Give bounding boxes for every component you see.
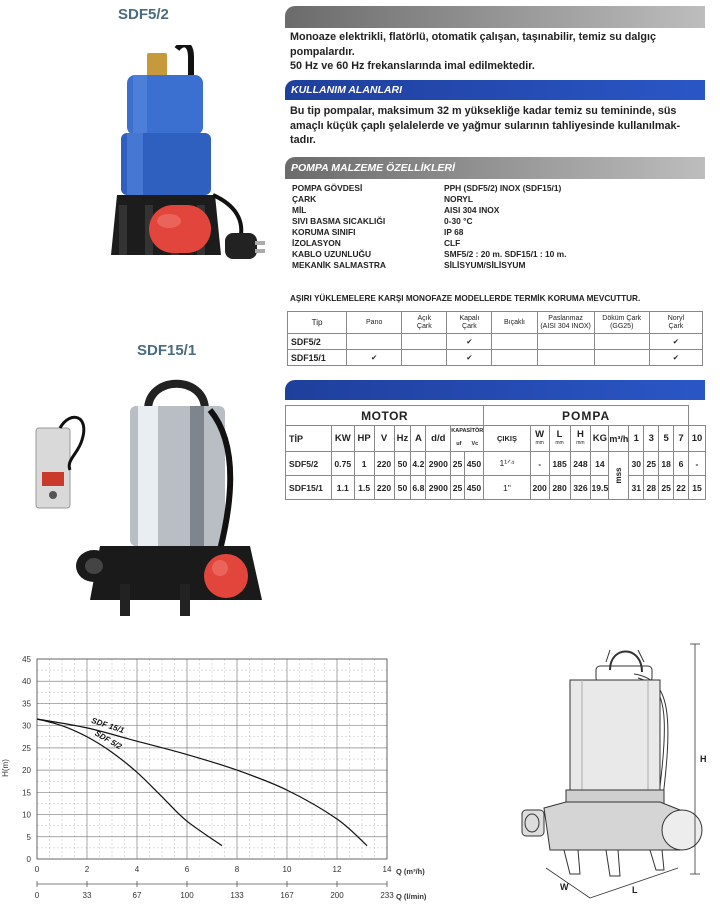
feature-check-1-6: ✔ [649,350,702,366]
perf-cell: 4.2 [411,452,426,476]
perf-header: KW [331,426,354,452]
perf-cell: 25 [659,476,674,500]
protection-note: AŞIRI YÜKLEMELERE KARŞI MONOFAZE MODELLERDE TERMİK KORUMA MEVCUTTUR. [290,294,641,303]
perf-header-h: H mm [570,426,591,452]
spec-row: İZOLASYON CLF [292,238,461,248]
usage-line-2: amaçlı küçük çaplı şelalelerde ve yağmur sularının tahliyesinde kullanılmak- [290,119,681,132]
perf-header: 3 [644,426,659,452]
y-tick-label: 15 [22,788,31,798]
model-title-sdf5-2: SDF5/2 [118,6,169,23]
cap-unit-vc: Vc [471,441,479,447]
perf-header: HP [354,426,374,452]
y-tick-label: 20 [22,766,31,776]
x-tick-label: 14 [382,865,392,874]
perf-header: Hz [394,426,411,452]
perf-header-row [286,426,706,452]
perf-header: KG [591,426,609,452]
chart-series [37,716,367,846]
intro-text [290,30,710,74]
perf-cell: 1¹ᐟ⁴ [484,452,530,476]
x2-tick-label: 33 [82,891,92,900]
perf-cell: 326 [570,476,591,500]
perf-cell: 450 [464,476,484,500]
feature-check-1-2: ✔ [447,350,492,366]
perf-cell: 25 [644,452,659,476]
feature-header: Pano [347,312,402,334]
cap-unit-uf: uf [456,441,462,447]
series-label: SDF 5/2 [93,728,124,752]
perf-cell: 31 [629,476,644,500]
feature-header: Bıçaklı [492,312,537,334]
feature-row [288,350,703,366]
perf-header: A [411,426,426,452]
spec-row: SIVI BASMA SICAKLIĞI 0-30 °C [292,216,473,226]
dim-label-h: H [700,754,707,764]
mss-cell: mss [609,452,629,500]
feature-check-0-4 [537,334,594,350]
feature-check-0-1 [402,334,447,350]
perf-cell: 248 [570,452,591,476]
perf-header: 5 [659,426,674,452]
x2-tick-label: 133 [230,891,244,900]
usage-text [290,104,710,148]
y-tick-label: 5 [26,832,31,842]
perf-cell: 50 [394,476,411,500]
perf-row [286,476,706,500]
perf-cell: 15 [688,476,705,500]
perf-header: 1 [629,426,644,452]
feature-row-tip: SDF15/1 [288,350,347,366]
perf-header: TİP [286,426,332,452]
chart-ylabel: H(m) [1,759,10,777]
feature-check-0-3 [492,334,537,350]
perf-cell: 18 [659,452,674,476]
perf-cell: 25 [451,476,464,500]
perf-cell: 280 [549,476,570,500]
spec-row: MİL AISI 304 INOX [292,205,500,215]
chart-labels [22,655,394,900]
perf-header: m³/h [609,426,629,452]
spec-row: MEKANİK SALMASTRA SİLİSYUM/SİLİSYUM [292,260,526,270]
x-tick-label: 2 [84,865,90,874]
perf-header: V [374,426,394,452]
y-tick-label: 30 [22,721,31,731]
perf-header: 10 [688,426,705,452]
perf-cell: 0.75 [331,452,354,476]
perf-cell: 1 [354,452,374,476]
feature-check-0-6: ✔ [649,334,702,350]
y-tick-label: 45 [22,655,31,664]
feature-check-0-0 [347,334,402,350]
perf-cell: 450 [464,452,484,476]
perf-cell: 1" [484,476,530,500]
x2-tick-label: 200 [330,891,344,900]
feature-check-1-4 [537,350,594,366]
feature-check-1-5 [594,350,649,366]
perf-header-w: W mm [530,426,549,452]
x-tick-label: 6 [184,865,190,874]
spec-row: POMPA GÖVDESİ PPH (SDF5/2) INOX (SDF15/1) [292,183,562,193]
perf-row [286,452,706,476]
perf-cell: - [530,452,549,476]
feature-header: Döküm Çark (GG25) [594,312,649,334]
usage-title: KULLANIM ALANLARI [285,80,705,100]
dim-label-w: W [560,882,569,892]
pump-sdf15-1-image [30,370,280,630]
perf-cell: 2900 [426,476,451,500]
perf-cell: 185 [549,452,570,476]
perf-cell: 200 [530,476,549,500]
feature-header: Açık Çark [402,312,447,334]
materials-list [292,183,692,279]
x2-tick-label: 233 [380,891,394,900]
spec-row: ÇARK NORYL [292,194,474,204]
chart-xlabel: Q (m³/h) [396,867,425,876]
feature-check-1-3 [492,350,537,366]
perf-cell: SDF15/1 [286,476,332,500]
perf-cell: 1.5 [354,476,374,500]
perf-header: 7 [674,426,689,452]
chart-grid [37,659,387,859]
series-label: SDF 15/1 [90,716,126,736]
capacitor-label: KAPASİTÖR [451,428,484,434]
intro-line-1: Monoaze elektrikli, flatörlü, otomatik çalışan, taşınabilir, temiz su dalgıç [290,31,656,43]
x-tick-label: 12 [332,865,342,874]
capacitor-units [451,441,483,448]
model-title-sdf15-1: SDF15/1 [137,342,197,359]
feature-check-0-2: ✔ [447,334,492,350]
y-tick-label: 40 [22,677,31,687]
perf-cell: 50 [394,452,411,476]
feature-header: Kapalı Çark [447,312,492,334]
perf-cell: 28 [644,476,659,500]
y-tick-label: 35 [22,699,31,709]
feature-row [288,334,703,350]
y-tick-label: 25 [22,743,31,753]
dim-label-l: L [632,885,638,895]
perf-cell: 2900 [426,452,451,476]
motor-title: MOTOR [286,406,484,426]
perf-header-l: L mm [549,426,570,452]
intro-line-2: pompalardır. [290,45,355,58]
perf-cell: 22 [674,476,689,500]
perf-cell: - [688,452,705,476]
feature-check-1-0: ✔ [347,350,402,366]
usage-line-1: Bu tip pompalar, maksimum 32 m yüksekliğe kadar temiz su temininde, süs [290,105,677,117]
feature-table-header [288,312,703,334]
perf-cell: 14 [591,452,609,476]
feature-table [287,311,703,366]
performance-chart [0,650,440,915]
perf-cell: 30 [629,452,644,476]
perf-cell: SDF5/2 [286,452,332,476]
intro-line-3: 50 Hz ve 60 Hz frekanslarında imal edilmektedir. [290,60,535,72]
perf-cell: 1.1 [331,476,354,500]
perf-cell: 220 [374,452,394,476]
x2-tick-label: 167 [280,891,294,900]
feature-header: Noryl Çark [649,312,702,334]
perf-cell: 220 [374,476,394,500]
perf-cell: 6 [674,452,689,476]
series-line-sdf15-1 [37,719,367,846]
feature-header: Tip [288,312,347,334]
spec-row: KABLO UZUNLUĞU SMF5/2 : 20 m. SDF15/1 : 10 m. [292,249,567,259]
perf-title-row [286,406,706,426]
y-tick-label: 10 [22,810,31,820]
perf-cell: 6.8 [411,476,426,500]
x2-tick-label: 0 [34,891,40,900]
dimension-diagram [510,640,715,910]
feature-check-1-1 [402,350,447,366]
perf-cell: 25 [451,452,464,476]
x-tick-label: 4 [134,865,140,874]
feature-header: Paslanmaz (AISI 304 INOX) [537,312,594,334]
performance-table [285,405,706,500]
capacitor-header [451,426,484,452]
y-tick-label: 0 [26,855,31,864]
feature-check-0-5 [594,334,649,350]
x-tick-label: 10 [282,865,292,874]
perf-header: ÇIKIŞ [484,426,530,452]
x2-tick-label: 100 [180,891,194,900]
x2-tick-label: 67 [132,891,142,900]
usage-line-3: tadır. [290,134,316,146]
header-bar [285,6,705,28]
performance-bar [285,380,705,400]
pump-sdf5-2-image [105,45,280,275]
pompa-title: POMPA [484,406,689,426]
perf-cell: 19.5 [591,476,609,500]
materials-title: POMPA MALZEME ÖZELLİKLERİ [285,157,705,179]
x-tick-label: 0 [34,865,40,874]
chart-x2label: Q (l/min) [396,892,427,901]
feature-row-tip: SDF5/2 [288,334,347,350]
perf-header: d/d [426,426,451,452]
x-tick-label: 8 [234,865,240,874]
spec-row: KORUMA SINIFI IP 68 [292,227,464,237]
series-line-sdf5-2 [37,719,222,846]
